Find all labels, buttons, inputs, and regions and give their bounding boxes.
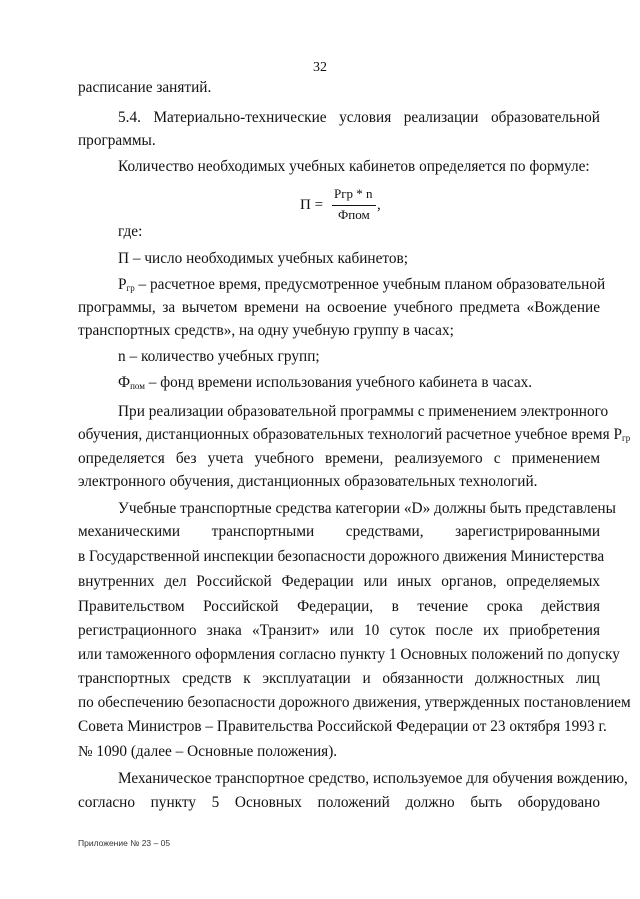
text-line: определяется без учета учебного времени, реализуемого с применением <box>78 450 600 467</box>
symbol-sub-gr: гр <box>126 283 135 293</box>
text-line: Количество необходимых учебных кабинетов определяется по формуле: <box>118 158 590 175</box>
symbol-p: Р <box>118 276 127 293</box>
text-line: электронного обучения, дистанционных образовательных технологий. <box>78 473 538 490</box>
text-line: расписание занятий. <box>78 79 212 96</box>
text-line: П – число необходимых учебных кабинетов; <box>118 250 409 267</box>
text-line: по обеспечению безопасности дорожного движения, утвержденных постановлением <box>78 694 631 711</box>
section-heading <box>78 106 600 130</box>
formula-numerator: Ргр * n <box>334 186 373 201</box>
text-line: регистрационного знака «Транзит» или 10 суток после их приобретения <box>78 622 600 639</box>
symbol-p: Р <box>613 426 622 443</box>
symbol-f: Ф <box>118 374 131 391</box>
symbol-sub-gr: гр <box>622 433 631 443</box>
page-number: 32 <box>313 60 327 75</box>
text-line <box>78 423 631 447</box>
text-line: согласно пункту 5 Основных положений должно быть оборудовано <box>78 794 600 811</box>
fraction-bar <box>332 205 376 206</box>
text-line: При реализации образовательной программы с применением электронного <box>118 403 609 420</box>
text-line: программы, за вычетом времени на освоение учебного предмета «Вождение <box>78 299 600 316</box>
text-line: транспортных средств к эксплуатации и обязанности должностных лиц <box>78 670 600 687</box>
text-line: Правительством Российской Федерации, в течение срока действия <box>78 598 600 615</box>
symbol-sub-pom: пом <box>130 381 145 391</box>
text-line <box>78 273 606 297</box>
text-line: Совета Министров – Правительства Российской Федерации от 23 октября 1993 г. <box>78 718 607 735</box>
text-line: где: <box>118 223 143 240</box>
text-line: Учебные транспортные средства категории «D» должны быть представлены <box>118 500 616 517</box>
text-line: Механическое транспортное средство, используемое для обучения вождению, <box>118 770 628 787</box>
line-text: обучения, дистанционных образовательных технологий расчетное учебное время <box>78 426 610 443</box>
section-number: 5.4. <box>118 109 141 126</box>
text-line: в Государственной инспекции безопасности дорожного движения Министерства <box>78 548 605 565</box>
page-footer: Приложение № 23 – 05 <box>78 838 171 848</box>
text-line: транспортных средств», на одну учебную группу в часах; <box>78 322 454 339</box>
formula-denominator: Фпом <box>338 207 370 222</box>
line-text: – расчетное время, предусмотренное учебным планом образовательной <box>138 276 606 293</box>
text-line: или таможенного оформления согласно пункту 1 Основных положений по допуску <box>78 646 620 663</box>
line-text: – фонд времени использования учебного кабинета в часах. <box>148 374 533 391</box>
text-line: программы. <box>78 132 156 149</box>
section-title: Материально-технические условия реализации образовательной <box>153 109 600 126</box>
text-line: внутренних дел Российской Федерации или иных органов, определяемых <box>78 573 600 590</box>
text-line: n – количество учебных групп; <box>118 348 320 365</box>
formula-comma: , <box>377 197 381 213</box>
text-line <box>78 371 600 395</box>
text-line: механическими транспортными средствами, зарегистрированными <box>78 523 600 540</box>
text-line: № 1090 (далее – Основные положения). <box>78 743 338 760</box>
formula-lhs: П = <box>300 197 324 213</box>
